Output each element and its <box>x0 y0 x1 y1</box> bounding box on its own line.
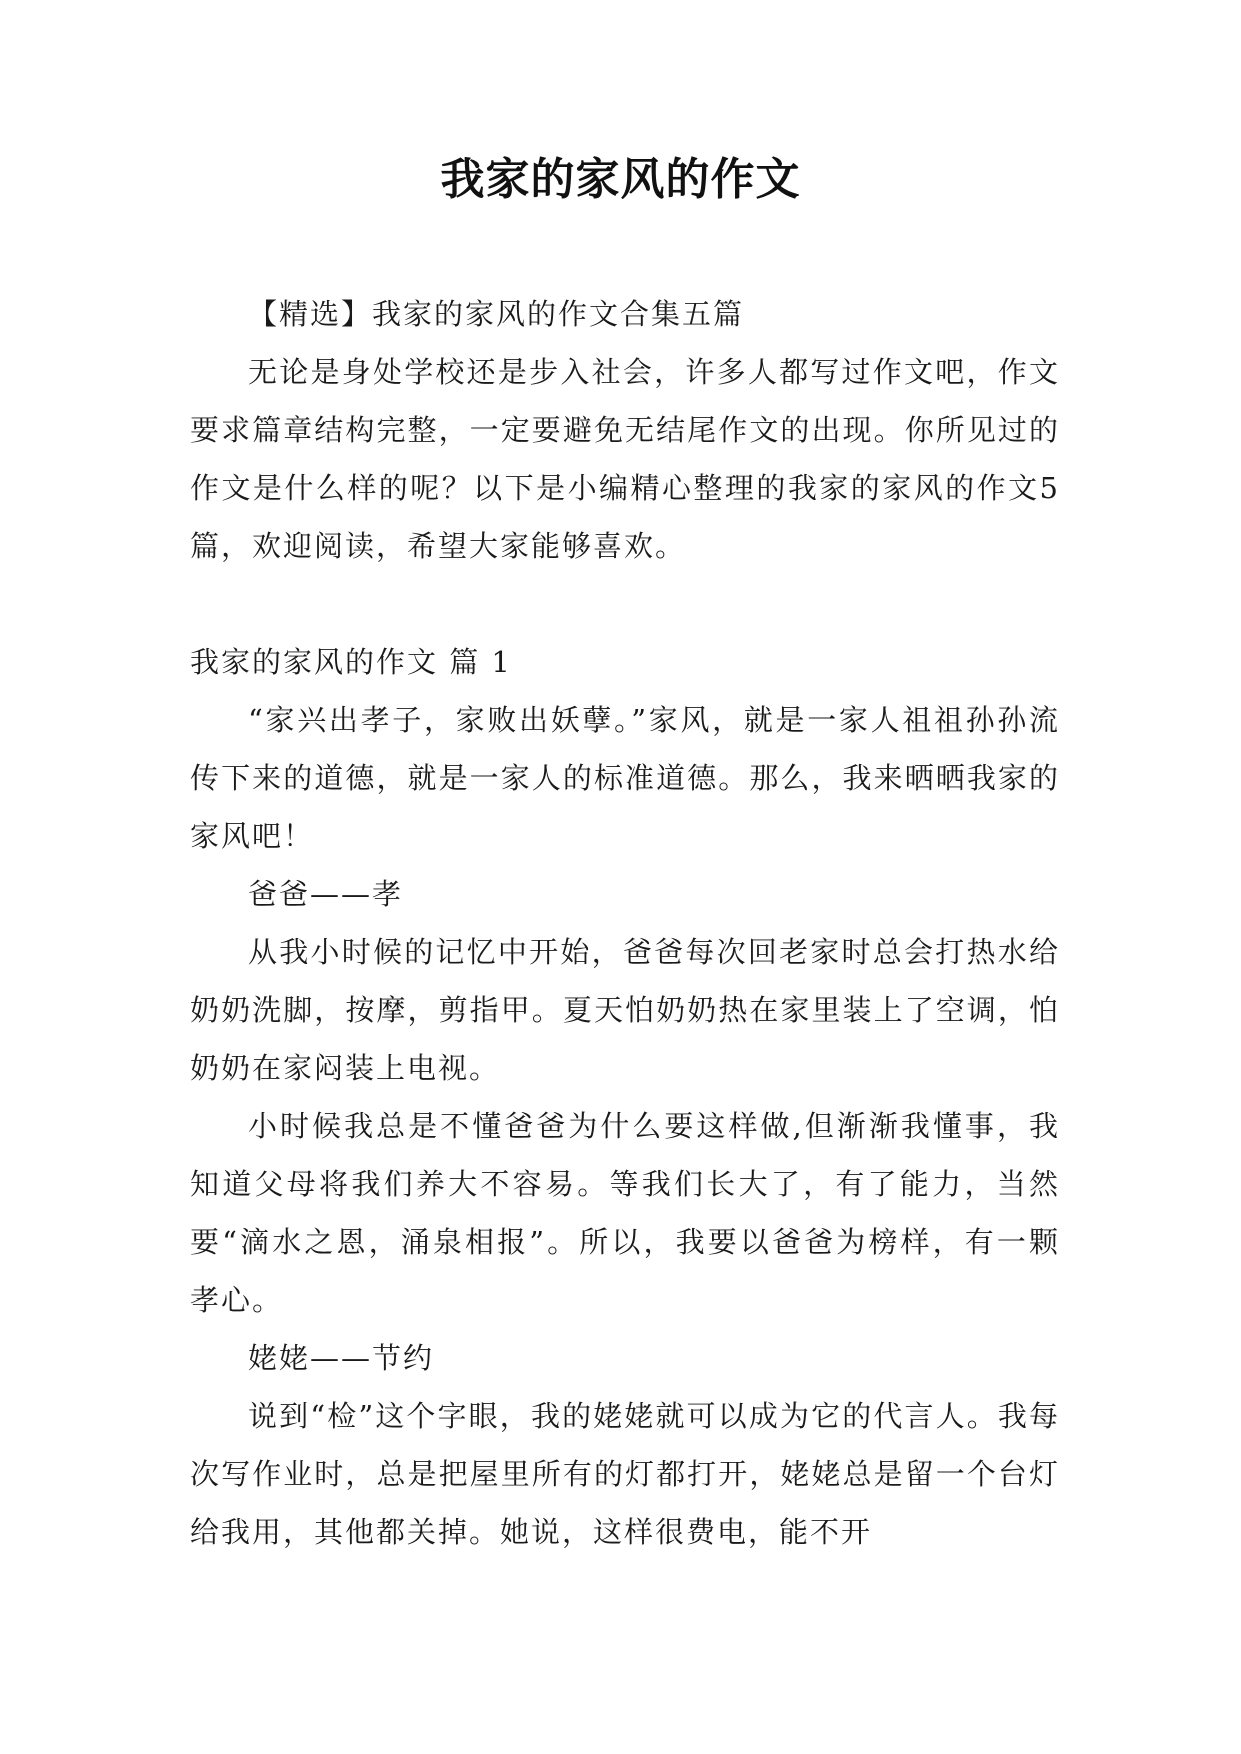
subheading-father: 爸爸——孝 <box>248 877 404 911</box>
subtitle-paragraph: 【精选】我家的家风的作文合集五篇 <box>248 297 745 331</box>
subheading-grandmother: 姥姥——节约 <box>248 1341 435 1375</box>
body-paragraph: 从我小时候的记忆中开始，爸爸每次回老家时总会打热水给奶奶洗脚，按摩，剪指甲。夏天怕奶奶热在家里装上了空调，怕奶奶在家闷装上电视。 <box>190 935 1060 1085</box>
body-paragraph: 小时候我总是不懂爸爸为什么要这样做,但渐渐我懂事，我知道父母将我们养大不容易。等我们长大了，有了能力，当然要“滴水之恩，涌泉相报”。所以，我要以爸爸为榜样，有一颗孝心。 <box>190 1109 1060 1317</box>
intro-paragraph: 无论是身处学校还是步入社会，许多人都写过作文吧，作文要求篇章结构完整，一定要避免无结尾作文的出现。你所见过的作文是什么样的呢？以下是小编精心整理的我家的家风的作文5篇，欢迎阅读，希望大家能够喜欢。 <box>190 355 1060 563</box>
document-body <box>190 285 1060 1561</box>
section-heading: 我家的家风的作文 篇 1 <box>190 645 512 679</box>
body-paragraph: “家兴出孝子，家败出妖孽。”家风，就是一家人祖祖孙孙流传下来的道德，就是一家人的标准道德。那么，我来晒晒我家的家风吧！ <box>190 703 1060 853</box>
document-title: 我家的家风的作文 <box>440 154 801 205</box>
body-paragraph: 说到“检”这个字眼，我的姥姥就可以成为它的代言人。我每次写作业时，总是把屋里所有的灯都打开，姥姥总是留一个台灯给我用，其他都关掉。她说，这样很费电，能不开 <box>190 1399 1060 1549</box>
section-spacer <box>190 575 1060 633</box>
